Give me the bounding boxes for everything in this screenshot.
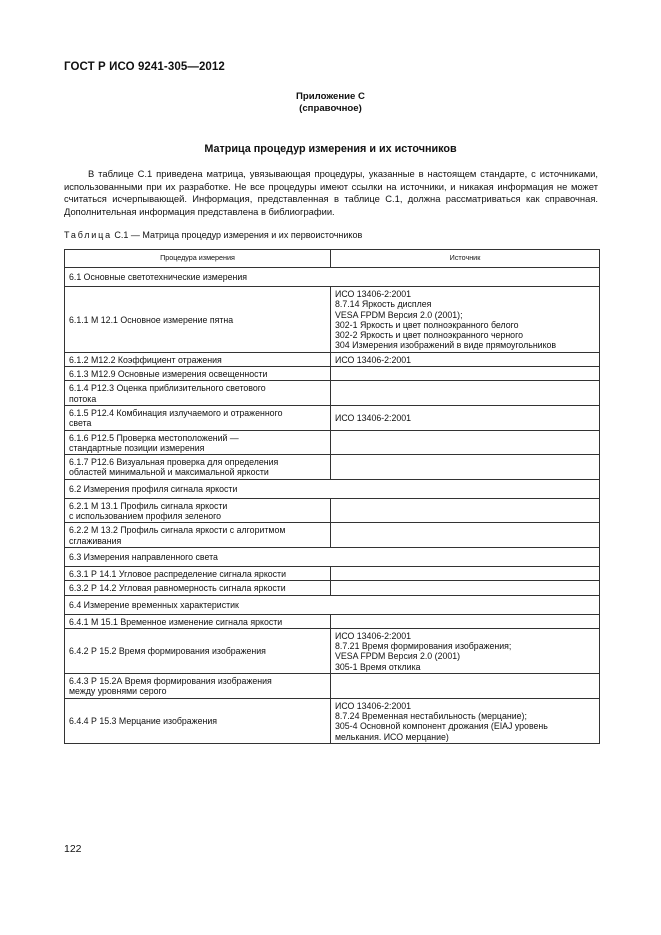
table-row: [65, 523, 600, 548]
procedure-cell: [65, 614, 331, 628]
section-label: 6.3 Измерения направленного света: [69, 552, 218, 563]
procedure-cell: [65, 405, 331, 430]
section-row: [65, 479, 600, 498]
table-row: [65, 352, 600, 366]
section-title: Матрица процедур измерения и их источников: [204, 143, 457, 155]
section-label: 6.2 Измерения профиля сигнала яркости: [69, 484, 238, 495]
procedure-cell: [65, 381, 331, 406]
procedure-cell: [65, 352, 331, 366]
source-line: 305-4 Основной компонент дрожания (EIAJ уровень: [335, 721, 548, 732]
source-line: мелькания. ИСО мерцание): [335, 731, 449, 742]
procedure-line: 6.1.5 Р12.4 Комбинация излучаемого и отраженного: [69, 407, 283, 418]
section-cell: [65, 595, 600, 614]
source-cell: [331, 581, 600, 595]
source-line: ИСО 13406-2:2001: [335, 700, 412, 711]
source-line: VESA FPDM Версия 2.0 (2001);: [335, 309, 463, 320]
procedure-line: 6.1.3 М12.9 Основные измерения освещенности: [69, 369, 268, 380]
standard-header: ГОСТ Р ИСО 9241-305—2012: [64, 61, 225, 73]
section-row: [65, 268, 600, 287]
source-cell: [331, 352, 600, 366]
source-line: VESA FPDM Версия 2.0 (2001): [335, 651, 461, 662]
source-cell: [331, 287, 600, 353]
procedure-line: стандартные позиции измерения: [69, 442, 205, 453]
procedure-cell: [65, 581, 331, 595]
procedure-line: 6.4.1 М 15.1 Временное изменение сигнала яркости: [69, 616, 283, 627]
source-cell: [331, 614, 600, 628]
source-line: ИСО 13406-2:2001: [335, 354, 412, 365]
table-caption-label: Таблица: [64, 230, 112, 240]
procedure-cell: [65, 523, 331, 548]
source-cell: [331, 566, 600, 580]
source-cell: [331, 381, 600, 406]
procedure-line: 6.1.1 М 12.1 Основное измерение пятна: [69, 314, 234, 325]
procedure-line: сглаживания: [69, 535, 122, 546]
source-line: 8.7.14 Яркость дисплея: [335, 299, 432, 310]
procedure-cell: [65, 566, 331, 580]
source-line: 8.7.24 Временная нестабильность (мерцание);: [335, 710, 527, 721]
section-row: [65, 595, 600, 614]
table-row: [65, 430, 600, 455]
procedure-line: 6.2.1 М 13.1 Профиль сигнала яркости: [69, 500, 228, 511]
source-line: 305-1 Время отклика: [335, 661, 421, 672]
procedure-line: 6.1.2 М12.2 Коэффициент отражения: [69, 354, 222, 365]
source-line: ИСО 13406-2:2001: [335, 630, 412, 641]
procedure-cell: [65, 698, 331, 743]
appendix-heading: [0, 91, 661, 115]
section-label: 6.4 Измерение временных характеристик: [69, 599, 239, 610]
source-cell: [331, 698, 600, 743]
section-cell: [65, 268, 600, 287]
section-row: [65, 547, 600, 566]
procedure-cell: [65, 455, 331, 480]
procedure-cell: [65, 498, 331, 523]
source-line: 302-1 Яркость и цвет полноэкранного белого: [335, 319, 519, 330]
table-row: [65, 367, 600, 381]
table-row: [65, 628, 600, 673]
procedure-cell: [65, 628, 331, 673]
procedure-line: потока: [69, 393, 97, 404]
table-caption: [64, 230, 362, 240]
section-cell: [65, 479, 600, 498]
header-procedure: Процедура измерения: [65, 250, 331, 268]
intro-paragraph: В таблице С.1 приведена матрица, увязывающая процедуры, указанные в настоящем стандарте, с источниками, использованными при их разработке. Не все процедуры имеют ссылки на источники, и никакая информация не может считаться исчерпывающей. Информация, представленная в таблице С.1, должна рассматриваться как справочная. Дополнительная информация представлена в библиографии.: [64, 168, 598, 217]
source-line: 304 Измерения изображений в виде прямоугольников: [335, 340, 557, 351]
source-cell: [331, 430, 600, 455]
table-caption-text: С.1 — Матрица процедур измерения и их первоисточников: [114, 230, 363, 240]
table-row: [65, 405, 600, 430]
procedure-line: 6.1.4 Р12.3 Оценка приблизительного светового: [69, 383, 266, 394]
procedure-line: 6.4.4 Р 15.3 Мерцание изображения: [69, 716, 218, 727]
table-header-row: [65, 250, 600, 268]
section-cell: [65, 547, 600, 566]
table-row: [65, 674, 600, 699]
table-row: [65, 698, 600, 743]
source-cell: [331, 674, 600, 699]
table-row: [65, 566, 600, 580]
procedure-line: 6.1.7 Р12.6 Визуальная проверка для определения: [69, 457, 279, 468]
table-body: [65, 268, 600, 744]
table-row: [65, 381, 600, 406]
appendix-subtitle: (справочное): [299, 103, 362, 114]
procedure-line: света: [69, 418, 92, 429]
source-line: ИСО 13406-2:2001: [335, 289, 412, 299]
procedure-line: между уровнями серого: [69, 686, 167, 697]
source-cell: [331, 405, 600, 430]
procedure-line: областей минимальной и максимальной яркости: [69, 467, 269, 478]
procedure-line: 6.2.2 М 13.2 Профиль сигнала яркости с алгоритмом: [69, 525, 286, 536]
source-cell: [331, 455, 600, 480]
source-cell: [331, 367, 600, 381]
table-row: [65, 455, 600, 480]
source-line: 8.7.21 Время формирования изображения;: [335, 641, 512, 652]
source-cell: [331, 498, 600, 523]
table-row: [65, 498, 600, 523]
appendix-title: Приложение С: [296, 91, 365, 102]
procedures-table: [64, 249, 600, 744]
procedure-line: 6.4.3 Р 15.2А Время формирования изображения: [69, 676, 272, 687]
header-source: Источник: [331, 250, 600, 268]
source-cell: [331, 628, 600, 673]
procedure-line: 6.4.2 Р 15.2 Время формирования изображения: [69, 646, 266, 657]
procedure-line: 6.3.1 Р 14.1 Угловое распределение сигнала яркости: [69, 568, 287, 579]
source-line: ИСО 13406-2:2001: [335, 413, 412, 424]
procedure-line: с использованием профиля зеленого: [69, 511, 222, 522]
table-row: [65, 287, 600, 353]
source-cell: [331, 523, 600, 548]
procedure-cell: [65, 287, 331, 353]
procedure-line: 6.1.6 Р12.5 Проверка местоположений —: [69, 432, 239, 443]
procedure-cell: [65, 367, 331, 381]
procedure-cell: [65, 430, 331, 455]
procedure-line: 6.3.2 Р 14.2 Угловая равномерность сигнала яркости: [69, 583, 286, 594]
procedure-cell: [65, 674, 331, 699]
table-row: [65, 581, 600, 595]
section-label: 6.1 Основные светотехнические измерения: [69, 272, 248, 283]
page-number: 122: [64, 843, 82, 855]
source-line: 302-2 Яркость и цвет полноэкранного черного: [335, 330, 523, 341]
table-row: [65, 614, 600, 628]
